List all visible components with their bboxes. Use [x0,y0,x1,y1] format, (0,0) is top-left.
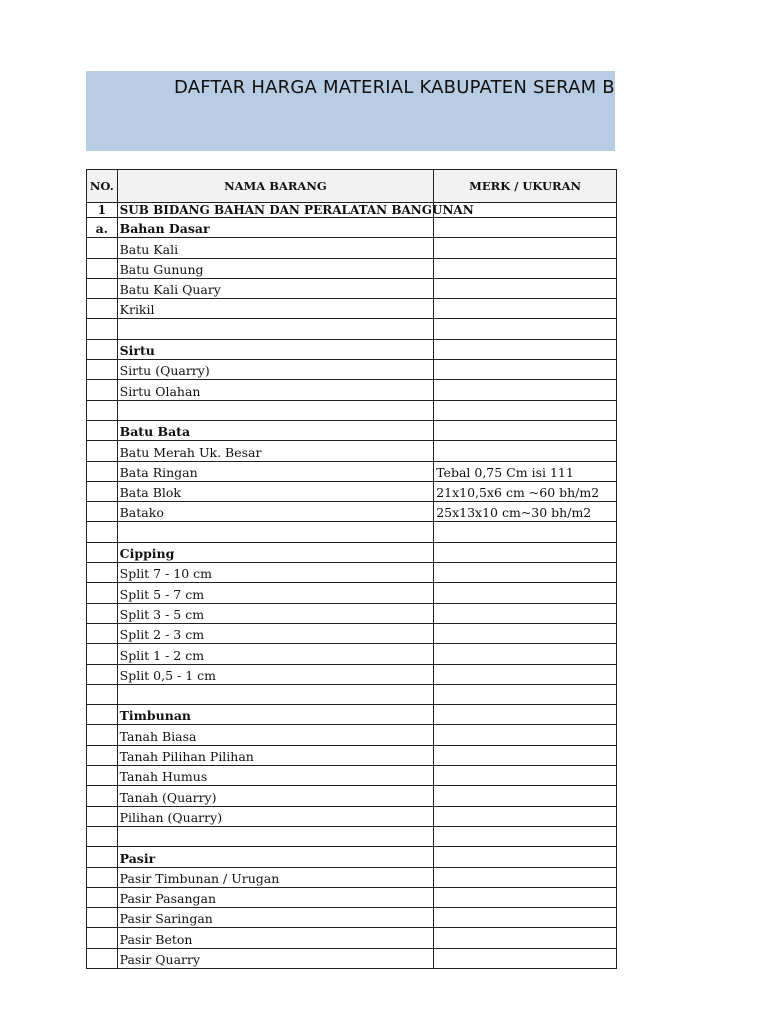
table-row [87,542,617,562]
cell-name: Split 7 - 10 cm [117,563,434,583]
table-row [87,826,617,846]
cell-merk [434,360,617,380]
cell-name: Pasir [117,847,434,867]
cell-name: Split 5 - 7 cm [117,583,434,603]
cell-name: Krikil [117,299,434,319]
table-row [87,481,617,501]
table-row [87,380,617,400]
cell-no [87,481,118,501]
cell-no: a. [87,218,118,238]
table-row [87,319,617,339]
table-row [87,644,617,664]
cell-name: Tanah Biasa [117,725,434,745]
cell-no [87,258,118,278]
cell-merk [434,644,617,664]
cell-no [87,766,118,786]
price-table [86,169,617,969]
cell-no [87,603,118,623]
table-row [87,725,617,745]
cell-name: Sirtu Olahan [117,380,434,400]
cell-no [87,867,118,887]
cell-merk [434,664,617,684]
table-row [87,278,617,298]
cell-no [87,847,118,867]
cell-no [87,948,118,968]
cell-no [87,745,118,765]
table-row [87,400,617,420]
cell-no: 1 [87,203,118,218]
cell-merk [434,847,617,867]
table-row [87,806,617,826]
cell-name: Split 2 - 3 cm [117,623,434,643]
cell-no [87,380,118,400]
cell-merk [434,766,617,786]
cell-merk [434,887,617,907]
table-row [87,684,617,704]
cell-merk [434,238,617,258]
cell-merk [434,339,617,359]
cell-name: Batu Merah Uk. Besar [117,441,434,461]
cell-merk [434,806,617,826]
cell-merk [434,563,617,583]
table-row [87,887,617,907]
table-row [87,203,617,218]
cell-name: SUB BIDANG BAHAN DAN PERALATAN BANGUNAN [117,203,434,218]
table-row [87,258,617,278]
cell-no [87,441,118,461]
table-row [87,238,617,258]
cell-name: Split 0,5 - 1 cm [117,664,434,684]
table-row [87,461,617,481]
cell-name [117,400,434,420]
table-row [87,441,617,461]
table-row [87,339,617,359]
page-title: DAFTAR HARGA MATERIAL KABUPATEN SERAM B [174,77,615,98]
cell-merk [434,928,617,948]
table-row [87,502,617,522]
cell-no [87,786,118,806]
cell-name: Batu Gunung [117,258,434,278]
cell-merk [434,218,617,238]
cell-no [87,542,118,562]
table-row [87,745,617,765]
cell-name: Pasir Timbunan / Urugan [117,867,434,887]
table-row [87,867,617,887]
cell-no [87,502,118,522]
cell-no [87,928,118,948]
cell-merk [434,441,617,461]
cell-name [117,684,434,704]
table-row [87,360,617,380]
cell-no [87,826,118,846]
cell-no [87,705,118,725]
cell-merk [434,745,617,765]
cell-merk [434,400,617,420]
cell-merk [434,623,617,643]
cell-name: Tanah Pilihan Pilihan [117,745,434,765]
cell-no [87,725,118,745]
table-row [87,847,617,867]
cell-merk [434,603,617,623]
cell-no [87,623,118,643]
cell-no [87,664,118,684]
cell-name: Pasir Saringan [117,908,434,928]
cell-name: Bahan Dasar [117,218,434,238]
cell-merk [434,319,617,339]
table-row [87,218,617,238]
table-row [87,299,617,319]
title-banner [86,71,615,151]
table-body [87,203,617,969]
cell-name [117,826,434,846]
cell-name [117,522,434,542]
cell-merk [434,786,617,806]
cell-no [87,319,118,339]
cell-name: Batu Bata [117,420,434,440]
cell-no [87,908,118,928]
table-row [87,664,617,684]
cell-no [87,684,118,704]
cell-name: Pasir Quarry [117,948,434,968]
cell-name: Tanah (Quarry) [117,786,434,806]
cell-merk [434,420,617,440]
header-name: NAMA BARANG [117,170,434,203]
cell-name: Pasir Pasangan [117,887,434,907]
table-row [87,766,617,786]
cell-name: Timbunan [117,705,434,725]
cell-no [87,299,118,319]
cell-no [87,400,118,420]
table-row [87,623,617,643]
cell-no [87,887,118,907]
header-row [87,170,617,203]
header-merk: MERK / UKURAN [434,170,617,203]
header-no: NO. [87,170,118,203]
cell-name [117,319,434,339]
cell-no [87,339,118,359]
cell-merk [434,380,617,400]
cell-merk [434,908,617,928]
table-row [87,928,617,948]
cell-merk [434,542,617,562]
cell-merk [434,826,617,846]
cell-merk [434,583,617,603]
cell-name: Cipping [117,542,434,562]
cell-merk [434,522,617,542]
table-row [87,908,617,928]
cell-name: Bata Ringan [117,461,434,481]
table-row [87,705,617,725]
cell-no [87,522,118,542]
cell-no [87,583,118,603]
cell-merk [434,684,617,704]
cell-merk [434,258,617,278]
cell-name: Split 1 - 2 cm [117,644,434,664]
cell-no [87,238,118,258]
table-row [87,583,617,603]
cell-merk: 21x10,5x6 cm ~60 bh/m2 [434,481,617,501]
cell-name: Batu Kali [117,238,434,258]
cell-no [87,806,118,826]
cell-name: Pilihan (Quarry) [117,806,434,826]
cell-no [87,360,118,380]
cell-name: Batako [117,502,434,522]
cell-name: Sirtu [117,339,434,359]
cell-name: Pasir Beton [117,928,434,948]
cell-name: Tanah Humus [117,766,434,786]
table-row [87,786,617,806]
table-row [87,522,617,542]
cell-name: Bata Blok [117,481,434,501]
cell-merk [434,705,617,725]
table-row [87,948,617,968]
cell-no [87,563,118,583]
cell-no [87,420,118,440]
cell-merk: 25x13x10 cm~30 bh/m2 [434,502,617,522]
table-row [87,563,617,583]
cell-name: Split 3 - 5 cm [117,603,434,623]
table-row [87,420,617,440]
table-row [87,603,617,623]
cell-name: Batu Kali Quary [117,278,434,298]
cell-no [87,278,118,298]
cell-name: Sirtu (Quarry) [117,360,434,380]
cell-no [87,461,118,481]
price-table-container [86,169,615,969]
cell-merk [434,725,617,745]
cell-merk [434,948,617,968]
cell-merk [434,867,617,887]
cell-no [87,644,118,664]
cell-merk [434,278,617,298]
cell-merk [434,299,617,319]
cell-merk: Tebal 0,75 Cm isi 111 [434,461,617,481]
